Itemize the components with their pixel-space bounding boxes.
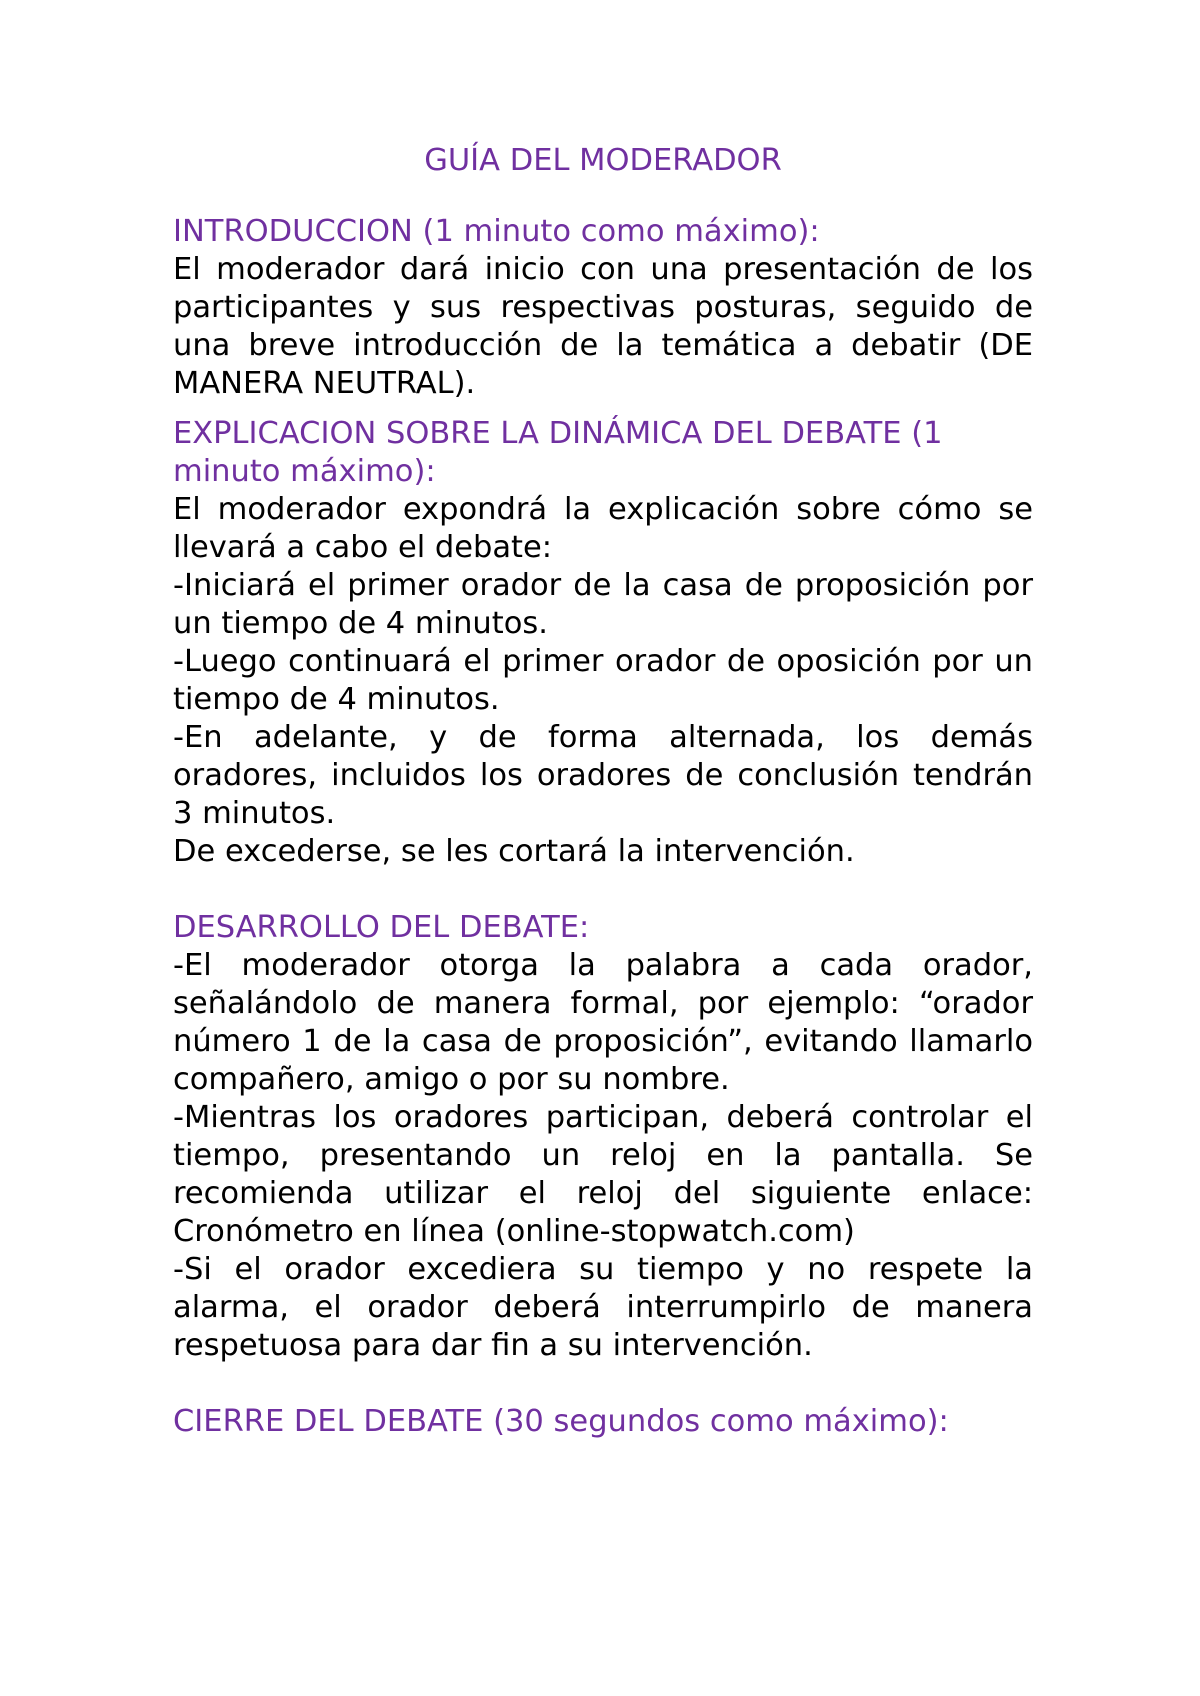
section-paragraph: -Luego continuará el primer orador de oposición por un tiempo de 4 minutos. (173, 644, 1033, 717)
section-paragraph: -En adelante, y de forma alternada, los demás oradores, incluidos los oradores de conclusión tendrán 3 minutos. (173, 720, 1033, 831)
section-introduccion (173, 213, 1033, 403)
section-desarrollo (173, 909, 1033, 1365)
section-heading: DESARROLLO DEL DEBATE: (173, 910, 590, 945)
section-heading: INTRODUCCION (1 minuto como máximo): (173, 214, 820, 249)
spacer (173, 403, 1033, 415)
section-paragraph: El moderador dará inicio con una presentación de los participantes y sus respectivas posturas, seguido de una breve introducción de la temática a debatir (DE MANERA NEUTRAL). (173, 252, 1033, 401)
section-paragraph: -El moderador otorga la palabra a cada orador, señalándolo de manera formal, por ejemplo: “orador número 1 de la casa de proposición”, evitando llamarlo compañero, amigo o por su nombre. (173, 948, 1033, 1097)
section-heading: CIERRE DEL DEBATE (30 segundos como máximo): (173, 1404, 949, 1439)
document-page (173, 142, 1033, 1441)
document-title: GUÍA DEL MODERADOR (424, 143, 782, 178)
section-paragraph: -Iniciará el primer orador de la casa de proposición por un tiempo de 4 minutos. (173, 568, 1033, 641)
section-explicacion (173, 415, 1033, 871)
spacer (173, 1365, 1033, 1403)
section-cierre (173, 1403, 1033, 1441)
section-paragraph: De excederse, se les cortará la intervención. (173, 834, 855, 869)
section-paragraph: -Si el orador excediera su tiempo y no respete la alarma, el orador deberá interrumpirlo de manera respetuosa para dar fin a su intervención. (173, 1252, 1033, 1363)
spacer (173, 871, 1033, 909)
section-heading: EXPLICACION SOBRE LA DINÁMICA DEL DEBATE (1 minuto máximo): (173, 416, 943, 489)
section-paragraph: El moderador expondrá la explicación sobre cómo se llevará a cabo el debate: (173, 492, 1033, 565)
section-paragraph: -Mientras los oradores participan, deberá controlar el tiempo, presentando un reloj en la pantalla. Se recomienda utilizar el reloj del siguiente enlace: Cronómetro en línea (online-stopwatch.com) (173, 1100, 1033, 1249)
